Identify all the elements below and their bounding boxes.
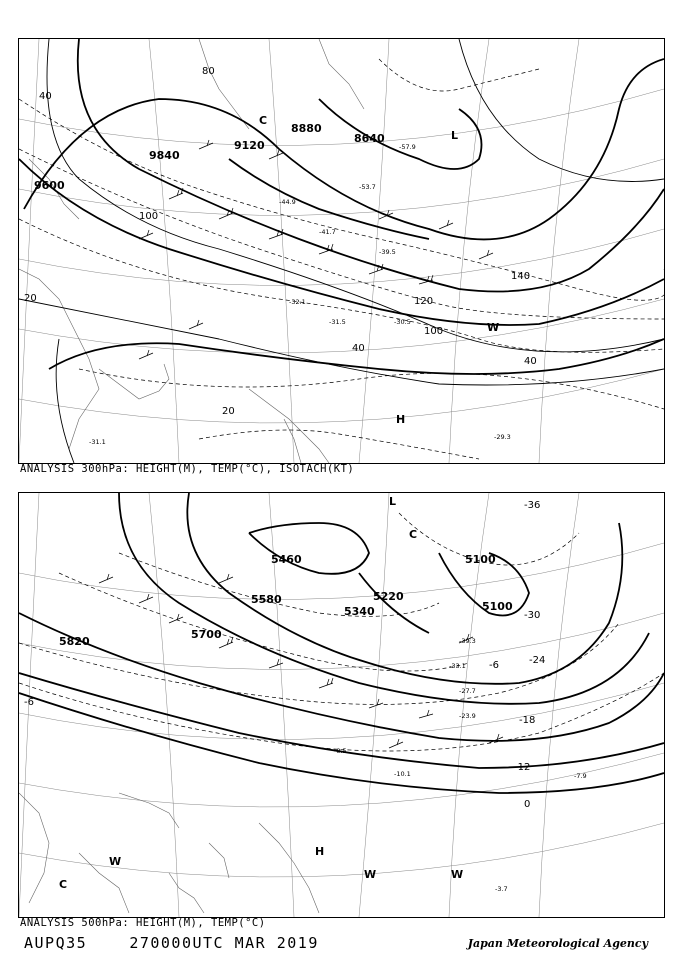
map-500hpa — [18, 492, 665, 918]
pressure-symbols — [259, 114, 499, 426]
station-temp: -39.3 — [459, 637, 476, 645]
low-pressure-symbol: L — [389, 495, 397, 508]
station-temps — [89, 143, 511, 446]
graticule — [19, 39, 664, 463]
station-temp: -27.7 — [459, 687, 476, 695]
height-label: 9840 — [149, 149, 180, 162]
isotherm-label: -12 — [514, 762, 531, 773]
graticule — [19, 493, 664, 917]
station-temp: -10.1 — [394, 770, 411, 778]
isotherm-label: 0 — [524, 799, 531, 810]
isotherm-label: -6 — [489, 660, 499, 671]
height-label: 5700 — [191, 628, 222, 641]
height-label: 5580 — [251, 593, 282, 606]
chart-identifier — [24, 934, 319, 952]
low-pressure-symbol: L — [451, 129, 459, 142]
station-temp: -57.9 — [399, 143, 416, 151]
warm-symbol: W — [451, 868, 464, 881]
station-temp: -32.1 — [289, 298, 306, 306]
height-label: 5340 — [344, 605, 375, 618]
map-500hpa-canvas — [19, 493, 664, 917]
cold-symbol: C — [59, 878, 68, 891]
isotherm-label: -36 — [524, 500, 541, 511]
height-label: 5820 — [59, 635, 90, 648]
height-labels — [59, 553, 513, 648]
isotach-label: 100 — [139, 211, 159, 222]
high-pressure-symbol: H — [396, 413, 406, 426]
height-labels — [34, 122, 385, 192]
height-label: 8880 — [291, 122, 322, 135]
isotach-label: 20 — [222, 406, 235, 417]
isotherm-labels — [24, 500, 545, 810]
map-300hpa — [18, 38, 665, 464]
station-temp: -31.1 — [89, 438, 106, 446]
agency-name: Japan Meteorological Agency — [467, 937, 648, 950]
isotherm-label: -24 — [529, 655, 546, 666]
height-label: 5460 — [271, 553, 302, 566]
station-temp: -41.7 — [319, 228, 336, 236]
station-temp: -39.5 — [379, 248, 396, 256]
warm-symbol: W — [487, 321, 500, 334]
station-temp: -3.7 — [495, 885, 508, 893]
station-temp: -53.7 — [359, 183, 376, 191]
wind-barbs — [99, 574, 503, 748]
station-temp: -30.5 — [394, 318, 411, 326]
map-300hpa-canvas — [19, 39, 664, 463]
station-temp: -8.5 — [334, 747, 347, 755]
high-pressure-symbol: H — [315, 845, 325, 858]
station-temp: -31.5 — [329, 318, 346, 326]
isotach-label: 20 — [24, 293, 37, 304]
isotherms — [19, 513, 664, 751]
chart-datetime: 270000UTC MAR 2019 — [129, 934, 319, 952]
isotach-label: 40 — [524, 356, 537, 367]
warm-symbol: W — [364, 868, 377, 881]
isotach-labels — [24, 66, 537, 417]
station-temp: -33.1 — [449, 662, 466, 670]
isotach-label: 80 — [202, 66, 215, 77]
isotach-label: 120 — [414, 296, 434, 307]
height-label: 5100 — [482, 600, 513, 613]
isotach-label: 40 — [352, 343, 365, 354]
height-label: 5220 — [373, 590, 404, 603]
isotherm-label: -18 — [519, 715, 536, 726]
station-temp: -23.9 — [459, 712, 476, 720]
caption-500hpa: ANALYSIS 500hPa: HEIGHT(M), TEMP(°C) — [20, 917, 266, 929]
station-temp: -7.9 — [574, 772, 587, 780]
height-label: 9120 — [234, 139, 265, 152]
isotach-label: 100 — [424, 326, 444, 337]
station-temp: -44.9 — [279, 198, 296, 206]
cold-symbol: C — [259, 114, 268, 127]
isotach-label: 40 — [39, 91, 52, 102]
isotachs — [19, 39, 664, 463]
coastline — [19, 793, 319, 913]
isotherm-label: -6 — [24, 697, 34, 708]
isotach-label: 140 — [511, 271, 531, 282]
chart-code: AUPQ35 — [24, 934, 88, 952]
caption-300hpa: ANALYSIS 300hPa: HEIGHT(M), TEMP(°C), ISOTACH(KT) — [20, 463, 355, 475]
height-label: 5100 — [465, 553, 496, 566]
isotherm-label: -30 — [524, 610, 541, 621]
cold-symbol: C — [409, 528, 418, 541]
warm-symbol: W — [109, 855, 122, 868]
height-label: 9600 — [34, 179, 65, 192]
height-label: 8640 — [354, 132, 385, 145]
station-temp: -29.3 — [494, 433, 511, 441]
